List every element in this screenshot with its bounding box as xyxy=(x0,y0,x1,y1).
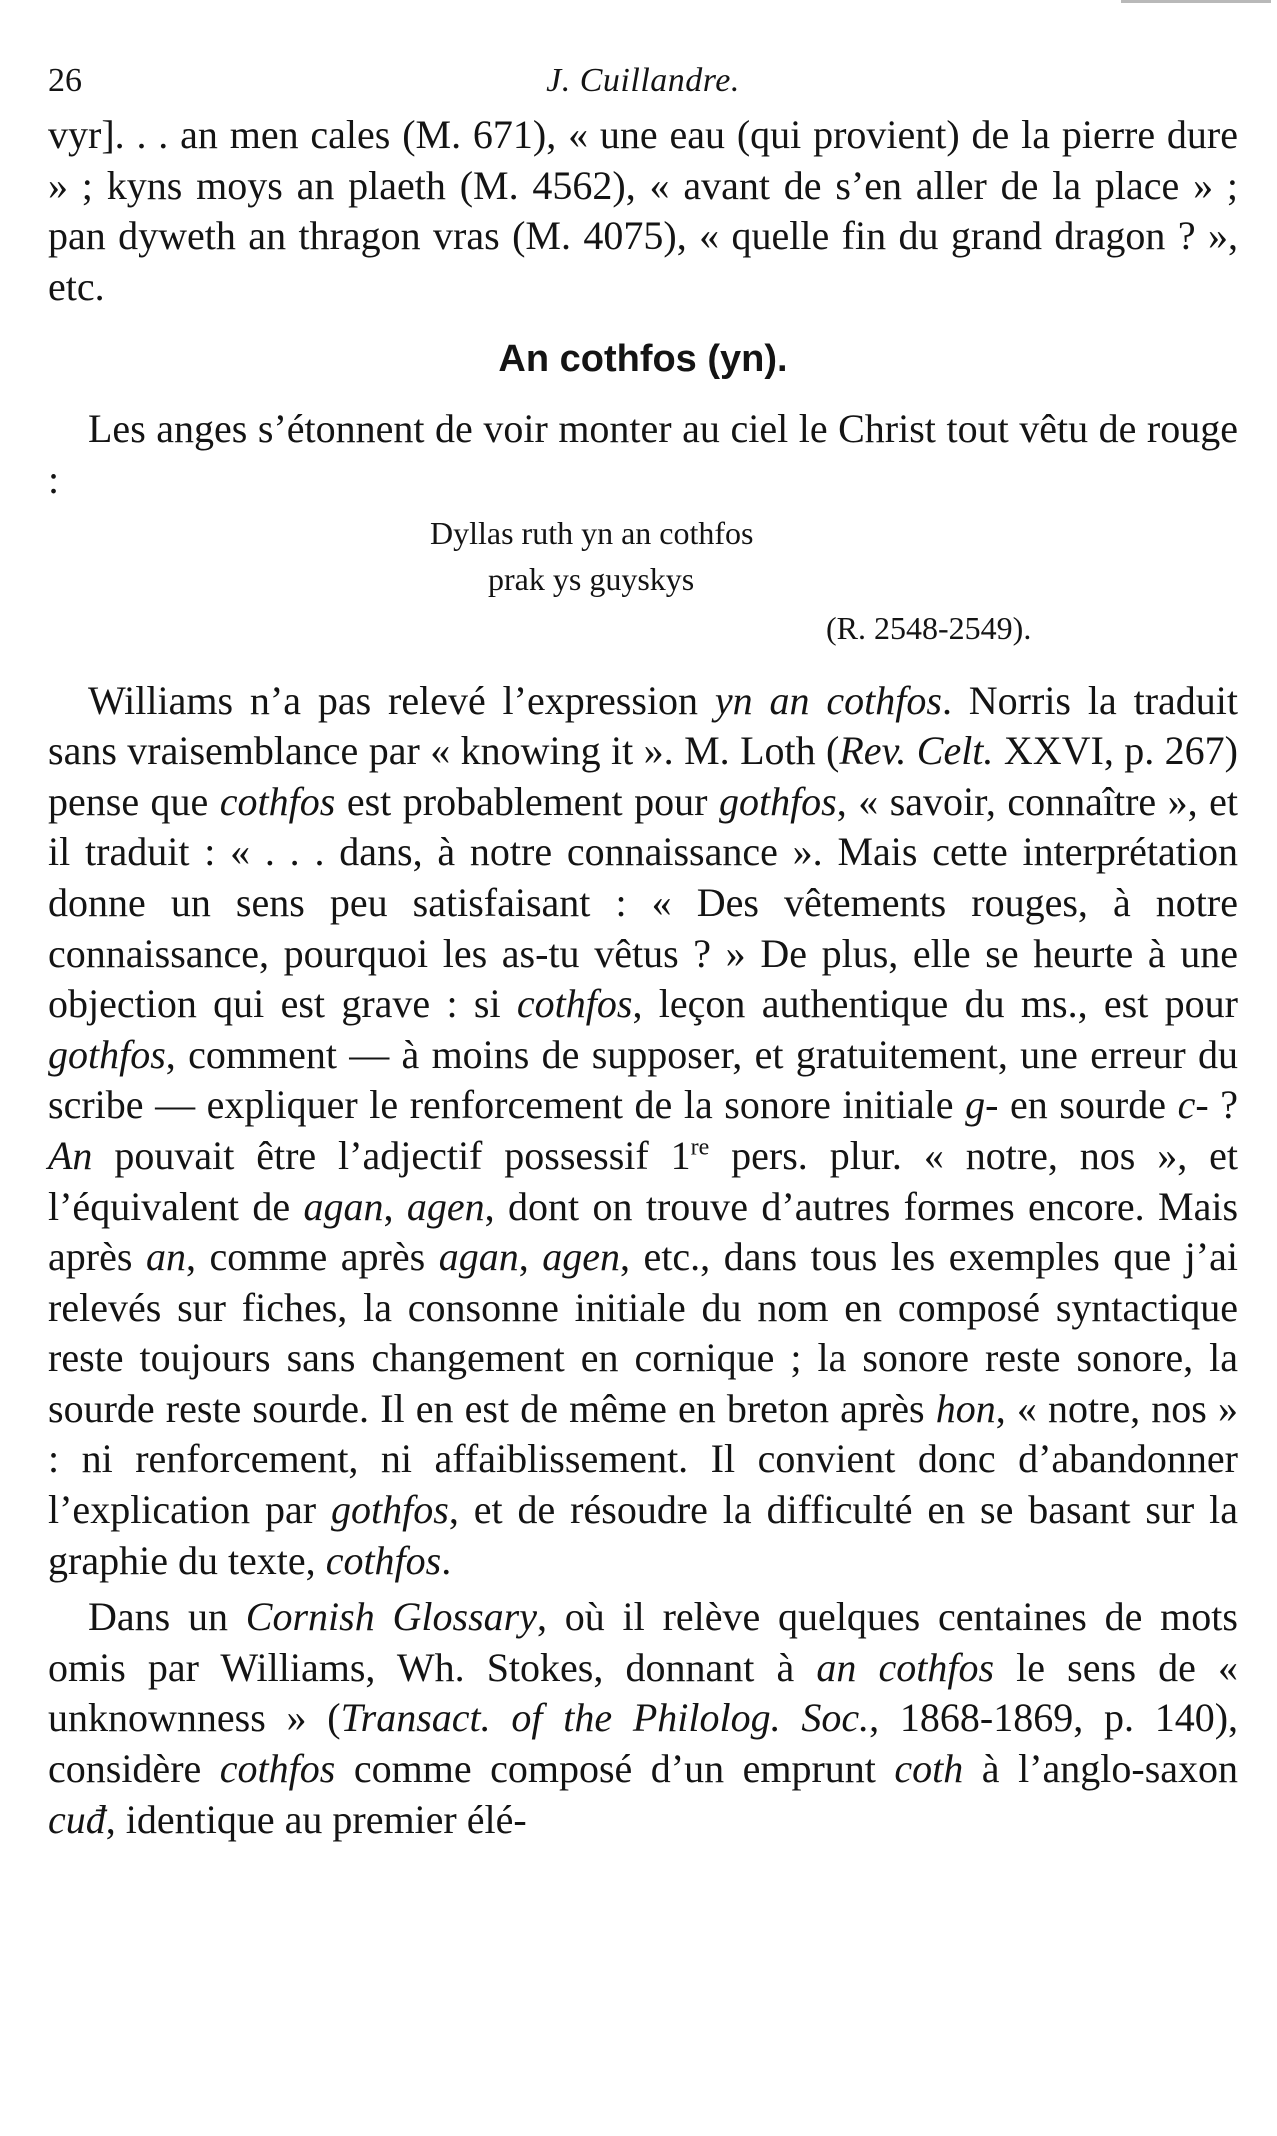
verse-reference: (R. 2548-2549). xyxy=(826,609,1032,646)
section-lead-paragraph: Les anges s’étonnent de voir monter au ciel le Christ tout vêtu de rouge : xyxy=(48,406,1238,502)
top-edge-rule xyxy=(1121,0,1271,3)
verse-line-1: Dyllas ruth yn an cothfos xyxy=(430,514,754,551)
spacer xyxy=(48,654,1238,676)
book-page xyxy=(48,50,1238,1845)
intro-paragraph: vyr]. . . an men cales (M. 671), « une eau (qui provient) de la pierre dure » ; kyns moys an plaeth (M. 4562), « avant de s’en aller de la place » ; pan dyweth an thragon vras (M. 4075), « quelle fin du grand dragon ? », etc. xyxy=(48,112,1238,309)
page-number: 26 xyxy=(48,62,82,99)
verse-quote xyxy=(48,510,1238,654)
body-paragraph-1: Williams n’a pas relevé l’expression yn an cothfos. Norris la traduit sans vraisemblance par « knowing it ». M. Loth (Rev. Celt. XXVI, p. 267) pense que cothfos est probablement pour gothfos, « savoir, connaître », et il traduit : « . . . dans, à notre connaissance ». Mais cette interprétation donne un sens peu satisfaisant : « Des vêtements rouges, à notre connaissance, pourquoi les as-tu vêtus ? » De plus, elle se heurte à une objection qui est grave : si cothfos, leçon authentique du ms., est pour gothfos, comment — à moins de supposer, et gratuitement, une erreur du scribe — expliquer le renforcement de la sonore initiale g- en sourde c- ? An pouvait être l’adjectif possessif 1re pers. plur. « notre, nos », et l’équivalent de agan, agen, dont on trouve d’autres formes encore. Mais après an, comme après agan, agen, etc., dans tous les exemples que j’ai relevés sur fiches, la consonne initiale du nom en composé syntactique reste toujours sans changement en cornique ; la sonore reste sonore, la sourde reste sourde. Il en est de même en breton après hon, « notre, nos » : ni renforcement, ni affaiblissement. Il convient donc d’abandonner l’explication par gothfos, et de résoudre la difficulté en se basant sur la graphie du texte, cothfos. xyxy=(48,677,1239,1583)
section-heading: An cothfos (yn). xyxy=(498,338,788,381)
running-title: J. Cuillandre. xyxy=(546,62,740,99)
running-head xyxy=(48,50,1238,110)
verse-line-2: prak ys guyskys xyxy=(488,560,695,597)
body-paragraph-2: Dans un Cornish Glossary, où il relève quelques centaines de mots omis par Williams, Wh. Stokes, donnant à an cothfos le sens de « unknownness » (Transact. of the Philolog. Soc., 1868-1869, p. 140), considère cothfos comme composé d’un emprunt coth à l’anglo-saxon cuđ, identique au premier élé- xyxy=(48,1594,1239,1842)
